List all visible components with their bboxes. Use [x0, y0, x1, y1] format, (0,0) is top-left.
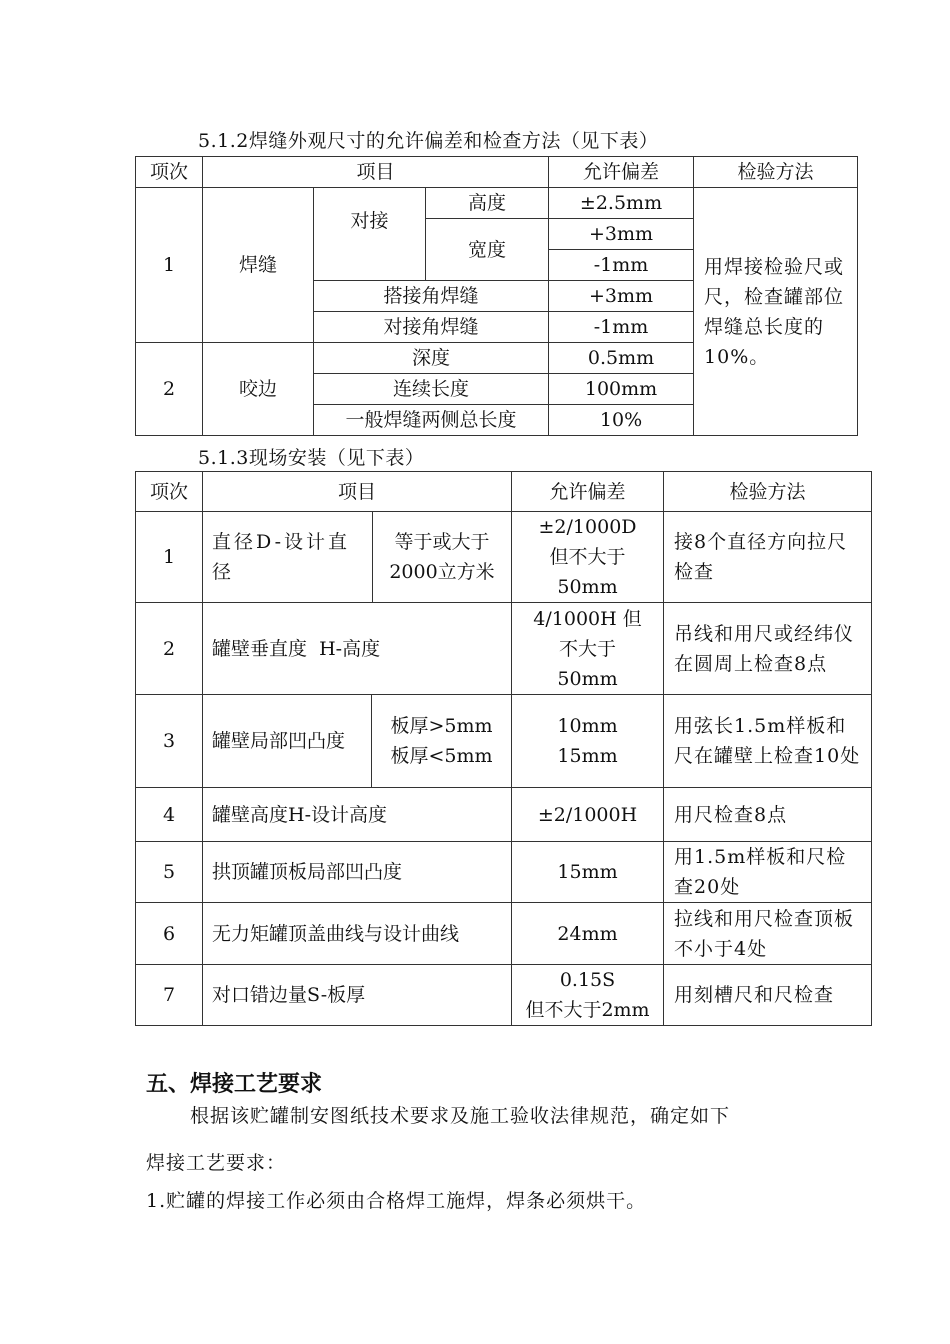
row-tolerance: 10mm [557, 715, 618, 737]
row-item: 对口错边量S-板厚 [203, 965, 512, 1026]
row-tolerance: 0.15S [559, 969, 616, 991]
table2-caption: 5.1.3现场安装（见下表） [198, 447, 425, 469]
row-sub-item: 板厚<5mm [390, 745, 493, 767]
row-item: 拱顶罐顶板局部凹凸度 [203, 842, 512, 903]
table-row [136, 512, 872, 603]
paragraph-line: 根据该贮罐制安图纸技术要求及施工验收法律规范，确定如下 [190, 1105, 731, 1127]
row-tolerance: 15mm [557, 745, 618, 767]
butt-fillet-cell: 对接角焊缝 [314, 312, 549, 343]
row-method: 用刻槽尺和尺检查 [664, 965, 872, 1026]
header-method: 检验方法 [664, 472, 872, 512]
butt-joint-cell: 对接 [314, 188, 426, 281]
continuous-length-tolerance: 100mm [549, 374, 694, 405]
row-no: 1 [136, 512, 203, 603]
table-header-row [136, 472, 872, 512]
paragraph-line: 焊接工艺要求： [146, 1152, 287, 1174]
header-tolerance: 允许偏差 [549, 157, 694, 188]
row-tolerance: ±2/1000D 但不大于 50mm [512, 512, 664, 603]
table-row [136, 965, 872, 1026]
height-cell: 高度 [426, 188, 549, 219]
row-no: 3 [136, 695, 203, 788]
header-item: 项目 [203, 157, 549, 188]
row-no: 5 [136, 842, 203, 903]
row-method: 用尺检查8点 [664, 788, 872, 842]
row-no: 1 [136, 188, 203, 343]
row-item: 罐壁垂直度 H-高度 [203, 603, 512, 695]
depth-tolerance: 0.5mm [549, 343, 694, 374]
lap-fillet-tolerance: +3mm [549, 281, 694, 312]
row-item: 咬边 [203, 343, 314, 436]
header-no: 项次 [136, 472, 203, 512]
depth-cell: 深度 [314, 343, 549, 374]
row-method: 用1.5m样板和尺检查20处 [664, 842, 872, 903]
table-header-row [136, 157, 858, 188]
weld-tolerance-table [135, 156, 858, 436]
width-tolerance-minus: -1mm [549, 250, 694, 281]
width-tolerance-plus: +3mm [549, 219, 694, 250]
row-item: 直径D-设计直径 [203, 512, 373, 603]
height-tolerance: ±2.5mm [549, 188, 694, 219]
row-method: 用弦长1.5m样板和尺在罐壁上检查10处 [664, 695, 872, 788]
header-tolerance: 允许偏差 [512, 472, 664, 512]
row-tolerance: 24mm [512, 903, 664, 965]
row-method: 接8个直径方向拉尺检查 [664, 512, 872, 603]
row-tolerance: 15mm [512, 842, 664, 903]
header-item: 项目 [203, 472, 512, 512]
inspection-method-cell: 用焊接检验尺或尺，检查罐部位焊缝总长度的10%。 [694, 188, 858, 436]
row-tolerance-cell [512, 695, 664, 788]
table-row [136, 188, 858, 219]
row-no: 7 [136, 965, 203, 1026]
row-tolerance: ±2/1000H [512, 788, 664, 842]
row-method: 拉线和用尺检查顶板不小于4处 [664, 903, 872, 965]
row-sub-item: 等于或大于2000立方米 [373, 512, 512, 603]
row-tolerance: 但不大于2mm [525, 999, 650, 1021]
row-item: 罐壁局部凹凸度 [203, 695, 372, 787]
section-heading: 五、焊接工艺要求 [146, 1072, 323, 1097]
table-row [136, 603, 872, 695]
row-item: 无力矩罐顶盖曲线与设计曲线 [203, 903, 512, 965]
total-length-cell: 一般焊缝两侧总长度 [314, 405, 549, 436]
installation-table [135, 471, 872, 1026]
width-cell: 宽度 [426, 219, 549, 281]
continuous-length-cell: 连续长度 [314, 374, 549, 405]
row-item: 焊缝 [203, 188, 314, 343]
row-method: 吊线和用尺或经纬仪在圆周上检查8点 [664, 603, 872, 695]
row-tolerance-cell [512, 965, 664, 1026]
row-tolerance: 4/1000H 但不大于 50mm [512, 603, 664, 695]
table-row [136, 842, 872, 903]
row-no: 2 [136, 343, 203, 436]
row-no: 2 [136, 603, 203, 695]
lap-fillet-cell: 搭接角焊缝 [314, 281, 549, 312]
table1-caption: 5.1.2焊缝外观尺寸的允许偏差和检查方法（见下表） [198, 130, 659, 152]
row-item-split-cell [203, 695, 512, 788]
row-no: 4 [136, 788, 203, 842]
row-no: 6 [136, 903, 203, 965]
paragraph-line: 1.贮罐的焊接工作必须由合格焊工施焊，焊条必须烘干。 [146, 1190, 647, 1212]
row-sub-item: 板厚>5mm [390, 715, 493, 737]
table-row [136, 695, 872, 788]
header-no: 项次 [136, 157, 203, 188]
header-method: 检验方法 [694, 157, 858, 188]
table-row [136, 903, 872, 965]
butt-fillet-tolerance: -1mm [549, 312, 694, 343]
total-length-tolerance: 10% [549, 405, 694, 436]
row-item: 罐壁高度H-设计高度 [203, 788, 512, 842]
table-row [136, 788, 872, 842]
